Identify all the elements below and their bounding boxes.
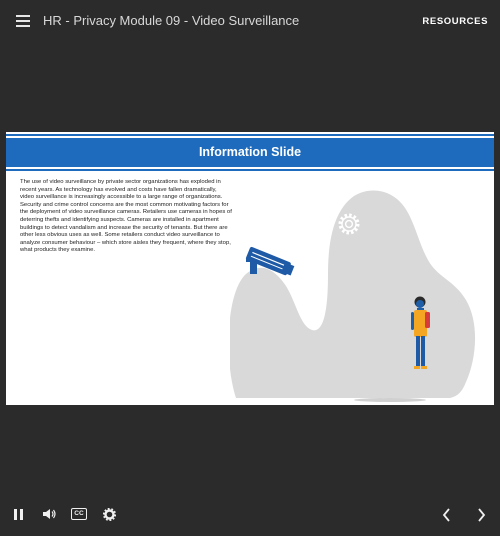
closed-captions-button[interactable]: CC [71, 508, 87, 520]
slide-header [6, 132, 494, 172]
pause-icon[interactable] [14, 509, 23, 520]
background-blob [230, 190, 475, 398]
player-controls [0, 500, 500, 530]
header-top-line [6, 134, 494, 136]
top-bar [0, 0, 500, 44]
course-title: HR - Privacy Module 09 - Video Surveillance [43, 13, 300, 28]
chevron-left-icon[interactable] [442, 508, 451, 522]
slide-title: Information Slide [198, 145, 302, 159]
speaker-icon[interactable] [42, 508, 56, 520]
menu-icon[interactable] [16, 15, 30, 27]
slide-body-text: The use of video surveillance by private sector organizations has exploded in recent years. As technology has evolved and costs have fallen dramatically, video surveillance is increasingly accessible to a large range of organizations. Security and crime control concerns are the most common motivating factors for the deployment of video surveillance cameras. Retailers use cameras in hopes of deterring thefts and identifying suspects. Cameras are installed in apartment buildings to detect vandalism and increase the security of tenants. But there are other less obvious uses as well. Some retailers conduct video surveillance to analyze consumer behaviour – which store aisles they frequent, where they stop, what products they examine. [20, 179, 232, 254]
gear-icon[interactable] [103, 508, 116, 521]
surveillance-illustration [230, 182, 494, 402]
resources-button[interactable]: RESOURCES [422, 16, 488, 27]
chevron-right-icon[interactable] [477, 508, 486, 522]
slide-panel [6, 132, 494, 405]
ground-shadow [354, 398, 426, 402]
header-bottom-line [6, 169, 494, 171]
